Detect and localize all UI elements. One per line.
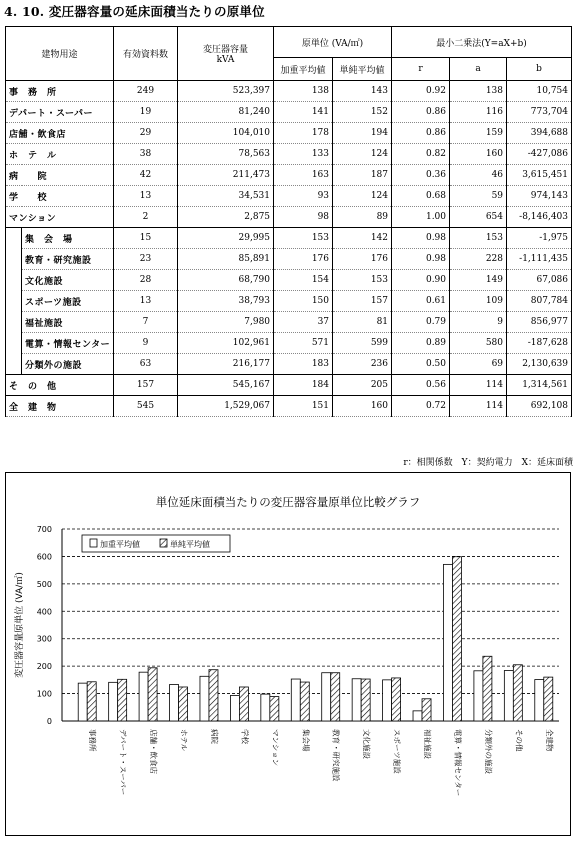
table-note: r：相関係数 Y：契約電力 X：延床面積 (403, 458, 573, 468)
row-capacity: 2,875 (178, 207, 274, 228)
row-r: 0.92 (392, 81, 450, 102)
row-simple: 153 (333, 270, 392, 291)
row-count: 42 (114, 165, 178, 186)
row-count: 249 (114, 81, 178, 102)
bar-simple (148, 668, 157, 721)
row-name: 分類外の施設 (22, 354, 114, 375)
row-b: 773,704 (507, 102, 572, 123)
row-simple: 143 (333, 81, 392, 102)
row-name: マンション (6, 207, 114, 228)
table-row (6, 165, 572, 186)
row-capacity: 38,793 (178, 291, 274, 312)
row-weighted: 150 (274, 291, 333, 312)
x-tick-label: スポーツ施設 (392, 729, 402, 774)
unit-table (5, 26, 572, 417)
row-capacity: 78,563 (178, 144, 274, 165)
header-simple: 単純平均値 (333, 58, 392, 81)
y-tick-label: 0 (46, 717, 52, 726)
row-name: 集 会 場 (22, 228, 114, 249)
row-r: 0.90 (392, 270, 450, 291)
row-simple: 599 (333, 333, 392, 354)
row-name: デパート・スーパー (6, 102, 114, 123)
y-tick-label: 300 (36, 634, 52, 644)
table-row (6, 354, 572, 375)
bar-simple (209, 670, 218, 721)
header-unit-group: 原単位 (VA/㎡) (274, 27, 392, 58)
y-axis-label: 変圧器容量原単位 (VA/㎡) (15, 572, 25, 678)
row-r: 0.86 (392, 102, 450, 123)
row-capacity: 1,529,067 (178, 396, 274, 417)
row-weighted: 138 (274, 81, 333, 102)
y-tick-label: 700 (36, 525, 52, 534)
header-a: a (450, 58, 507, 81)
bar-simple (331, 673, 340, 721)
y-tick-label: 400 (36, 607, 52, 617)
row-simple: 124 (333, 186, 392, 207)
bar-weighted (78, 683, 87, 721)
row-capacity: 102,961 (178, 333, 274, 354)
row-capacity: 216,177 (178, 354, 274, 375)
row-b: 1,314,561 (507, 375, 572, 396)
bar-simple (239, 687, 248, 721)
row-weighted: 37 (274, 312, 333, 333)
table-row (6, 396, 572, 417)
row-b: 2,130,639 (507, 354, 572, 375)
row-name: 学 校 (6, 186, 114, 207)
bar-weighted (352, 679, 361, 721)
bar-weighted (200, 676, 209, 721)
row-simple: 142 (333, 228, 392, 249)
row-r: 0.89 (392, 333, 450, 354)
row-a: 654 (450, 207, 507, 228)
bar-simple (361, 679, 370, 721)
row-simple: 89 (333, 207, 392, 228)
row-r: 0.68 (392, 186, 450, 207)
row-simple: 176 (333, 249, 392, 270)
table-row (6, 228, 572, 249)
row-count: 28 (114, 270, 178, 291)
table-row (6, 249, 572, 270)
row-name: スポーツ施設 (22, 291, 114, 312)
row-count: 2 (114, 207, 178, 228)
row-b: -8,146,403 (507, 207, 572, 228)
row-r: 1.00 (392, 207, 450, 228)
row-a: 59 (450, 186, 507, 207)
row-capacity: 68,790 (178, 270, 274, 291)
x-tick-label: 集会場 (301, 729, 311, 752)
row-b: -427,086 (507, 144, 572, 165)
table-row (6, 333, 572, 354)
row-r: 0.61 (392, 291, 450, 312)
subgroup-bracket (6, 228, 22, 375)
header-r: r (392, 58, 450, 81)
row-a: 228 (450, 249, 507, 270)
row-count: 9 (114, 333, 178, 354)
header-count: 有効資料数 (114, 27, 178, 81)
row-capacity: 104,010 (178, 123, 274, 144)
bar-weighted (535, 680, 544, 721)
bar-weighted (109, 682, 118, 721)
row-b: 807,784 (507, 291, 572, 312)
row-weighted: 163 (274, 165, 333, 186)
bar-simple (270, 697, 279, 721)
x-tick-label: 病院 (209, 729, 219, 744)
row-b: -1,975 (507, 228, 572, 249)
x-tick-label: 店舗・飲食店 (149, 729, 159, 774)
table-row (6, 123, 572, 144)
header-capacity-label: 変圧器容量 (203, 45, 249, 55)
bar-weighted (261, 694, 270, 721)
header-capacity-unit: kVA (216, 55, 235, 65)
table-row (6, 81, 572, 102)
row-count: 13 (114, 186, 178, 207)
legend-swatch-weighted (90, 539, 97, 547)
row-a: 138 (450, 81, 507, 102)
row-name: 電算・情報センター (22, 333, 114, 354)
x-tick-label: 学校 (240, 729, 250, 744)
legend-label-weighted: 加重平均値 (100, 540, 140, 549)
row-capacity: 34,531 (178, 186, 274, 207)
row-simple: 152 (333, 102, 392, 123)
row-b: 856,977 (507, 312, 572, 333)
bar-simple (300, 682, 309, 721)
row-a: 116 (450, 102, 507, 123)
bar-weighted (413, 711, 422, 721)
row-b: 67,086 (507, 270, 572, 291)
x-tick-label: 文化施設 (362, 729, 372, 759)
row-simple: 124 (333, 144, 392, 165)
row-a: 159 (450, 123, 507, 144)
x-tick-label: 事務所 (88, 729, 98, 752)
bar-chart (6, 473, 570, 835)
row-r: 0.98 (392, 228, 450, 249)
row-weighted: 571 (274, 333, 333, 354)
y-tick-label: 100 (36, 689, 52, 699)
row-b: 3,615,451 (507, 165, 572, 186)
x-tick-label: マンション (270, 729, 280, 767)
header-use: 建物用途 (6, 27, 114, 81)
row-name: 店舗・飲食店 (6, 123, 114, 144)
bar-weighted (443, 564, 452, 721)
row-capacity: 81,240 (178, 102, 274, 123)
row-weighted: 154 (274, 270, 333, 291)
row-a: 160 (450, 144, 507, 165)
legend-swatch-simple (160, 539, 167, 547)
row-name: 事 務 所 (6, 81, 114, 102)
row-b: 10,754 (507, 81, 572, 102)
row-a: 114 (450, 396, 507, 417)
row-a: 109 (450, 291, 507, 312)
row-capacity: 523,397 (178, 81, 274, 102)
row-name: 教育・研究施設 (22, 249, 114, 270)
row-r: 0.79 (392, 312, 450, 333)
row-name: ホ テ ル (6, 144, 114, 165)
row-weighted: 153 (274, 228, 333, 249)
header-lsq-group: 最小二乗法(Y=aX+b) (392, 27, 572, 58)
bar-simple (392, 678, 401, 721)
chart-title: 単位延床面積当たりの変圧器容量原単位比較グラフ (155, 495, 421, 509)
bar-simple (179, 687, 188, 721)
table-row (6, 375, 572, 396)
row-a: 114 (450, 375, 507, 396)
row-capacity: 29,995 (178, 228, 274, 249)
row-count: 19 (114, 102, 178, 123)
table-row (6, 144, 572, 165)
row-count: 157 (114, 375, 178, 396)
row-r: 0.56 (392, 375, 450, 396)
row-count: 15 (114, 228, 178, 249)
row-capacity: 7,980 (178, 312, 274, 333)
row-r: 0.98 (392, 249, 450, 270)
bar-simple (513, 665, 522, 721)
bar-simple (118, 679, 127, 721)
table-row (6, 312, 572, 333)
row-a: 46 (450, 165, 507, 186)
row-simple: 187 (333, 165, 392, 186)
y-tick-label: 600 (36, 552, 52, 562)
page-title: 4. 10. 変圧器容量の延床面積当たりの原単位 (4, 4, 265, 19)
row-count: 13 (114, 291, 178, 312)
row-weighted: 93 (274, 186, 333, 207)
row-r: 0.36 (392, 165, 450, 186)
row-a: 9 (450, 312, 507, 333)
row-weighted: 151 (274, 396, 333, 417)
row-b: -187,628 (507, 333, 572, 354)
header-capacity (178, 27, 274, 81)
row-weighted: 141 (274, 102, 333, 123)
bar-weighted (139, 672, 148, 721)
row-count: 63 (114, 354, 178, 375)
row-a: 149 (450, 270, 507, 291)
row-count: 29 (114, 123, 178, 144)
row-simple: 236 (333, 354, 392, 375)
header-weighted: 加重平均値 (274, 58, 333, 81)
bar-weighted (322, 673, 331, 721)
table-row (6, 186, 572, 207)
bar-weighted (170, 685, 179, 721)
row-b: -1,111,435 (507, 249, 572, 270)
row-weighted: 98 (274, 207, 333, 228)
row-simple: 81 (333, 312, 392, 333)
x-tick-label: その他 (514, 729, 524, 752)
row-simple: 194 (333, 123, 392, 144)
y-tick-label: 500 (36, 579, 52, 589)
row-weighted: 176 (274, 249, 333, 270)
legend-label-simple: 単純平均値 (170, 540, 210, 549)
row-weighted: 178 (274, 123, 333, 144)
bar-simple (544, 677, 553, 721)
row-simple: 205 (333, 375, 392, 396)
row-count: 23 (114, 249, 178, 270)
row-capacity: 545,167 (178, 375, 274, 396)
header-b: b (507, 58, 572, 81)
row-simple: 157 (333, 291, 392, 312)
row-name: 文化施設 (22, 270, 114, 291)
x-tick-label: 福祉施設 (423, 729, 433, 759)
x-tick-label: 電算・情報センター (453, 729, 463, 797)
x-tick-label: 分類外の施設 (483, 729, 493, 774)
bar-weighted (504, 671, 513, 721)
row-r: 0.50 (392, 354, 450, 375)
row-capacity: 211,473 (178, 165, 274, 186)
bar-weighted (230, 695, 239, 721)
row-name: 福祉施設 (22, 312, 114, 333)
row-r: 0.72 (392, 396, 450, 417)
row-name: そ の 他 (6, 375, 114, 396)
x-tick-label: 教育・研究施設 (331, 729, 341, 782)
row-count: 7 (114, 312, 178, 333)
x-tick-label: 全建物 (544, 729, 554, 752)
row-b: 692,108 (507, 396, 572, 417)
row-r: 0.86 (392, 123, 450, 144)
row-weighted: 133 (274, 144, 333, 165)
row-b: 394,688 (507, 123, 572, 144)
row-weighted: 183 (274, 354, 333, 375)
bar-simple (483, 656, 492, 721)
bar-simple (452, 557, 461, 721)
x-tick-label: ホテル (179, 729, 189, 752)
row-a: 69 (450, 354, 507, 375)
table-row (6, 291, 572, 312)
row-weighted: 184 (274, 375, 333, 396)
row-count: 545 (114, 396, 178, 417)
row-a: 153 (450, 228, 507, 249)
chart-frame (5, 472, 571, 836)
table-row (6, 102, 572, 123)
row-a: 580 (450, 333, 507, 354)
bar-weighted (383, 680, 392, 721)
x-tick-label: デパート・スーパー (118, 729, 128, 796)
table-row (6, 207, 572, 228)
row-r: 0.82 (392, 144, 450, 165)
table-row (6, 270, 572, 291)
bar-weighted (291, 679, 300, 721)
row-count: 38 (114, 144, 178, 165)
row-simple: 160 (333, 396, 392, 417)
bar-weighted (474, 671, 483, 721)
y-tick-label: 200 (36, 662, 52, 672)
bar-simple (87, 682, 96, 721)
row-capacity: 85,891 (178, 249, 274, 270)
row-b: 974,143 (507, 186, 572, 207)
bar-simple (422, 699, 431, 721)
row-name: 全 建 物 (6, 396, 114, 417)
row-name: 病 院 (6, 165, 114, 186)
